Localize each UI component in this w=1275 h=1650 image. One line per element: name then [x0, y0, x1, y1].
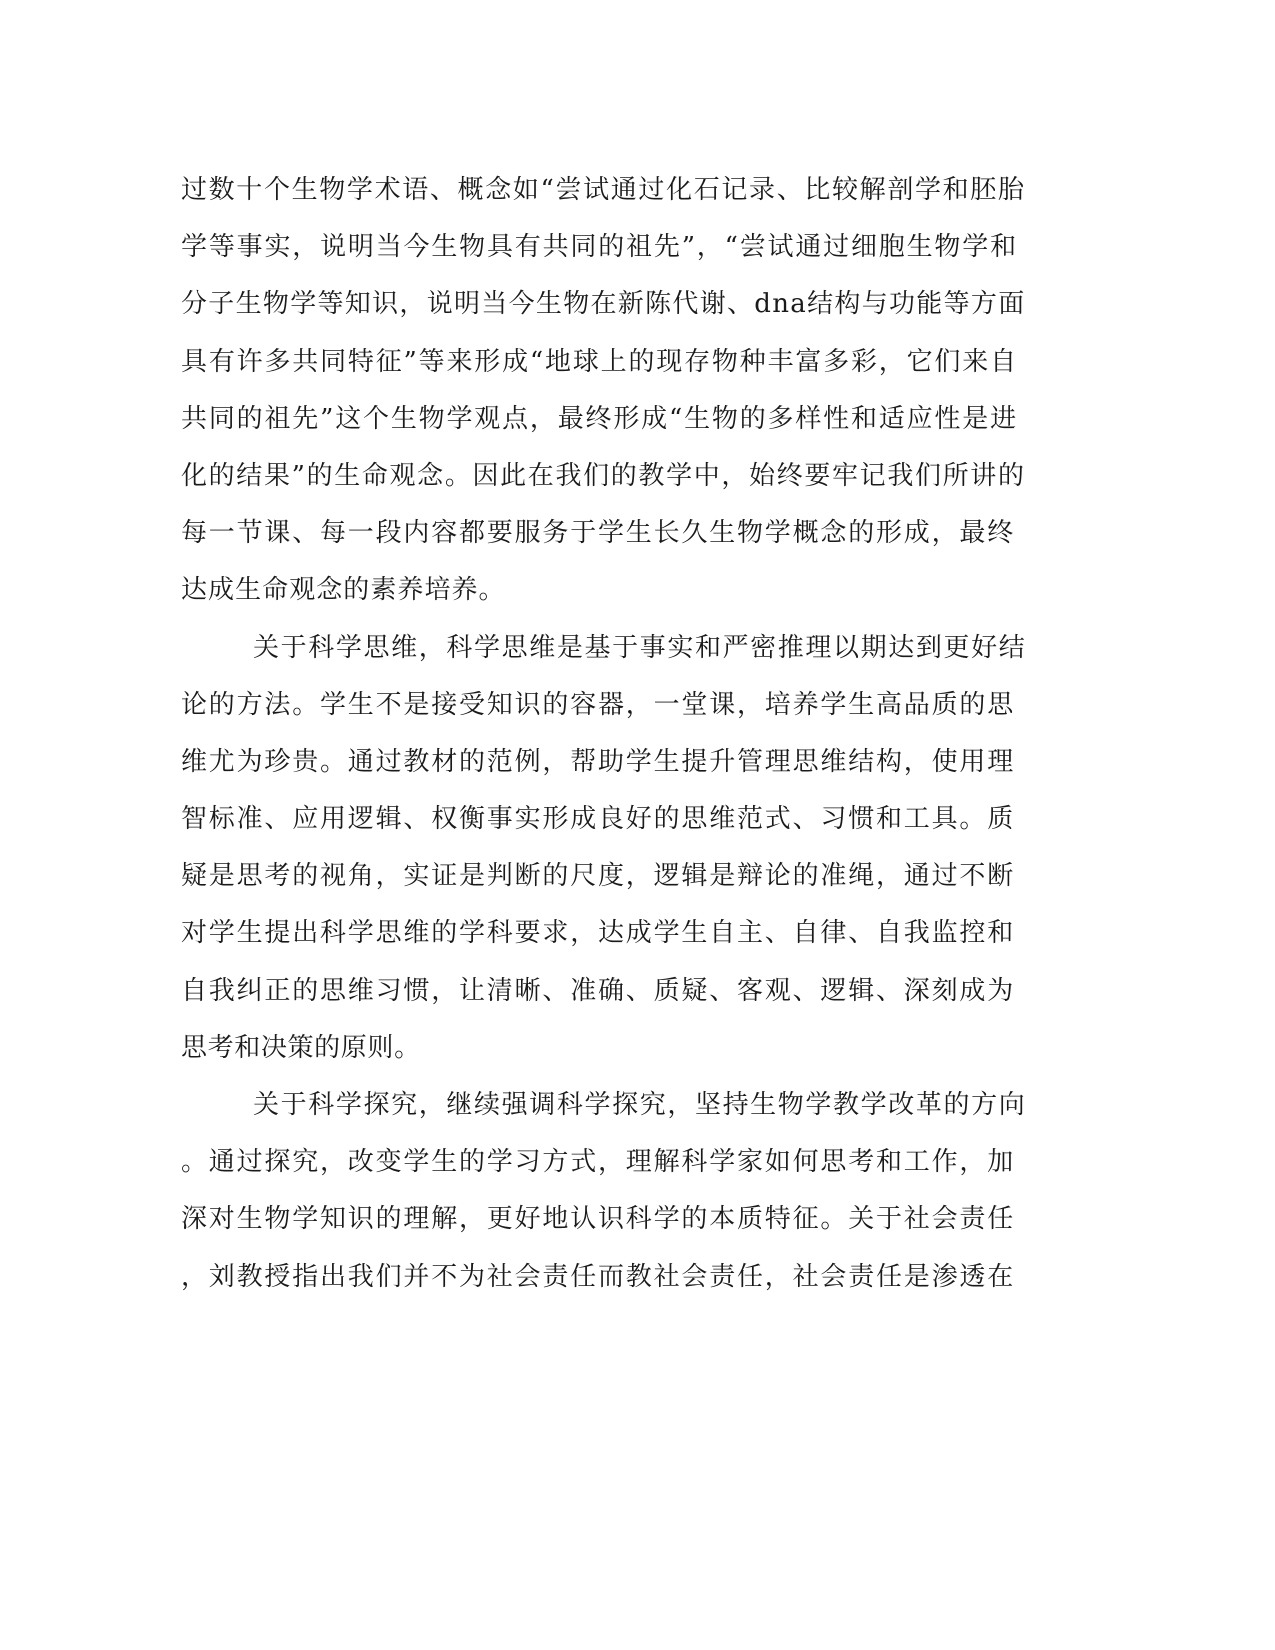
text-line: 化的结果”的生命观念。因此在我们的教学中，始终要牢记我们所讲的	[181, 460, 1026, 491]
text-line: 深对生物学知识的理解，更好地认识科学的本质特征。关于社会责任	[181, 1204, 1016, 1235]
text-line: 共同的祖先”这个生物学观点，最终形成“生物的多样性和适应性是进	[181, 403, 1018, 434]
text-line: 思考和决策的原则。	[181, 1032, 421, 1063]
text-line: 关于科学思维，科学思维是基于事实和严密推理以期达到更好结	[253, 632, 1027, 663]
text-line: 智标准、应用逻辑、权衡事实形成良好的思维范式、习惯和工具。质	[181, 804, 1016, 835]
text-line: 。通过探究，改变学生的学习方式，理解科学家如何思考和工作，加	[181, 1147, 1016, 1178]
text-line: 过数十个生物学术语、概念如“尝试通过化石记录、比较解剖学和胚胎	[181, 175, 1026, 205]
text-line: 具有许多共同特征”等来形成“地球上的现存物种丰富多彩，它们来自	[181, 346, 1018, 377]
text-line: 疑是思考的视角，实证是判断的尺度，逻辑是辩论的准绳，通过不断	[181, 861, 1016, 892]
text-line: ，刘教授指出我们并不为社会责任而教社会责任，社会责任是渗透在	[181, 1261, 1016, 1292]
text-line: 论的方法。学生不是接受知识的容器，一堂课，培养学生高品质的思	[181, 689, 1016, 720]
text-line: 自我纠正的思维习惯，让清晰、准确、质疑、客观、逻辑、深刻成为	[181, 975, 1016, 1006]
text-line: 维尤为珍贵。通过教材的范例，帮助学生提升管理思维结构，使用理	[181, 746, 1016, 777]
text-line: 分子生物学等知识，说明当今生物在新陈代谢、dna结构与功能等方面	[181, 289, 1026, 320]
text-line: 关于科学探究，继续强调科学探究，坚持生物学教学改革的方向	[253, 1090, 1027, 1120]
text-line: 对学生提出科学思维的学科要求，达成学生自主、自律、自我监控和	[181, 918, 1016, 949]
document-body	[181, 162, 1041, 1306]
text-line: 达成生命观念的素养培养。	[181, 575, 506, 606]
text-line: 学等事实，说明当今生物具有共同的祖先”，“尝试通过细胞生物学和	[181, 232, 1018, 263]
text-line: 每一节课、每一段内容都要服务于学生长久生物学概念的形成，最终	[181, 518, 1016, 549]
